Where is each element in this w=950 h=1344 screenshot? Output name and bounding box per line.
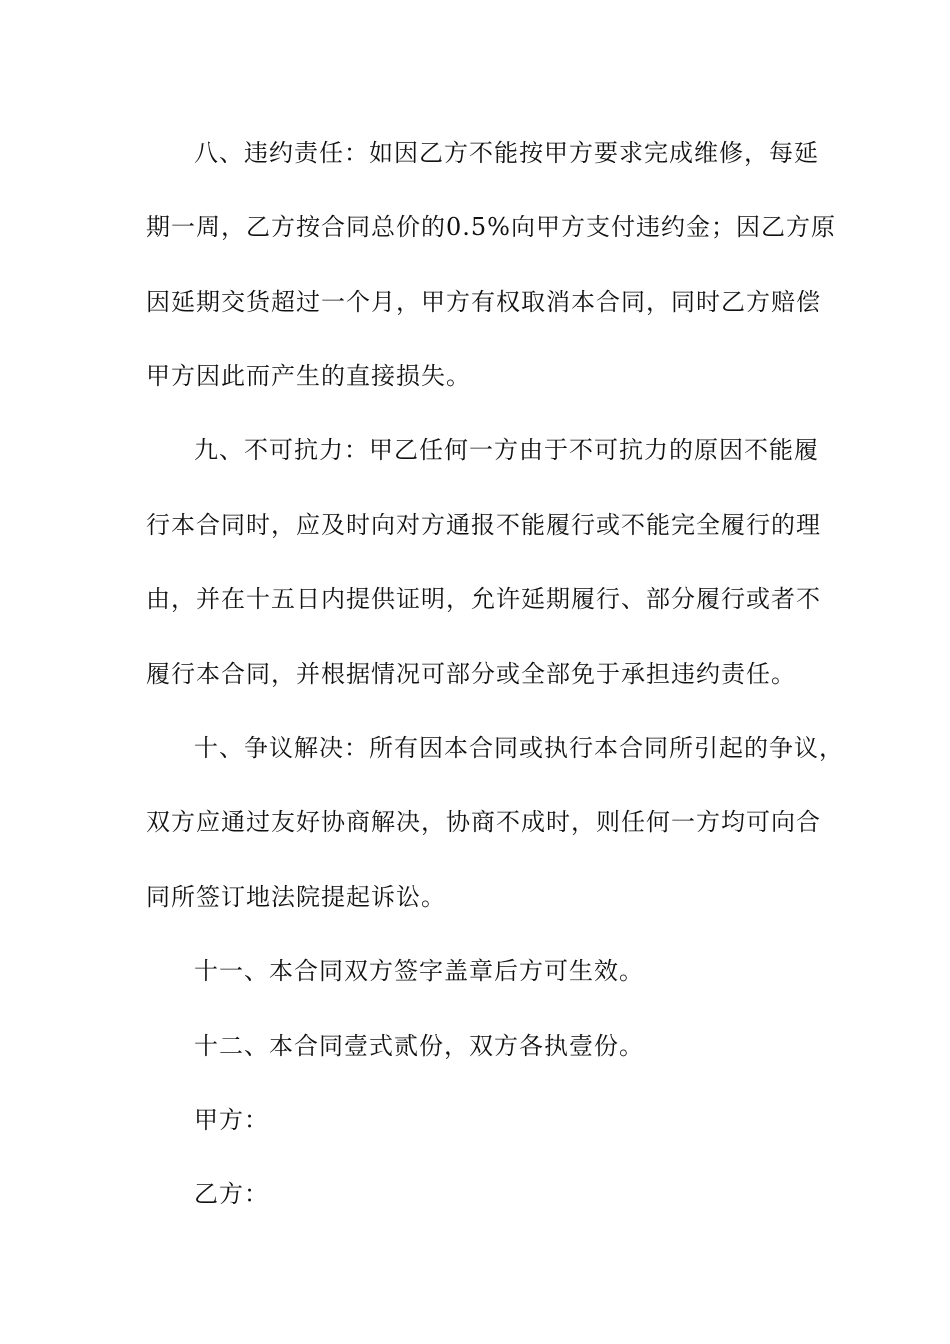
clause-8-line-2: 期一周，乙方按合同总价的0.5%向甲方支付违约金；因乙方原 — [146, 213, 836, 241]
clause-10-line-3: 同所签订地法院提起诉讼。 — [146, 883, 446, 911]
clause-9-line-3: 由，并在十五日内提供证明，允许延期履行、部分履行或者不 — [146, 585, 821, 613]
clause-9-line-2: 行本合同时，应及时向对方通报不能履行或不能完全履行的理 — [146, 511, 821, 539]
party-b-label: 乙方： — [194, 1180, 269, 1208]
party-a-label: 甲方： — [194, 1106, 269, 1134]
clause-9-line-1: 九、不可抗力：甲乙任何一方由于不可抗力的原因不能履 — [194, 436, 819, 464]
clause-9-line-4: 履行本合同，并根据情况可部分或全部免于承担违约责任。 — [146, 660, 796, 688]
clause-10-line-2: 双方应通过友好协商解决，协商不成时，则任何一方均可向合 — [146, 808, 821, 836]
clause-8-line-4: 甲方因此而产生的直接损失。 — [146, 362, 471, 390]
clause-8-line-3: 因延期交货超过一个月，甲方有权取消本合同，同时乙方赔偿 — [146, 288, 821, 316]
clause-8-line-1: 八、违约责任：如因乙方不能按甲方要求完成维修，每延 — [194, 139, 819, 167]
clause-12: 十二、本合同壹式贰份，双方各执壹份。 — [194, 1032, 644, 1060]
clause-10-line-1: 十、争议解决：所有因本合同或执行本合同所引起的争议， — [194, 734, 844, 762]
clause-11: 十一、本合同双方签字盖章后方可生效。 — [194, 957, 644, 985]
